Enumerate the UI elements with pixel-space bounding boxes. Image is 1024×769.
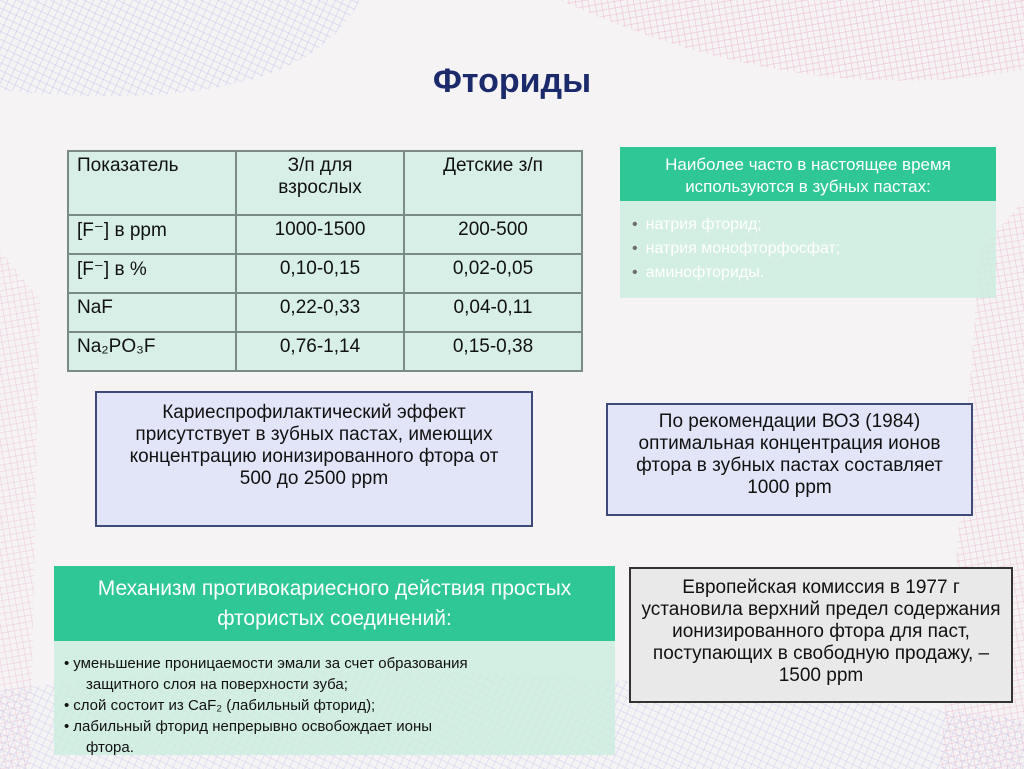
table-cell: 0,22-0,33 — [236, 293, 404, 332]
table-header-row — [68, 151, 582, 215]
list-item-text: натрия монофторфосфат; — [645, 240, 841, 257]
table-cell: 0,02-0,05 — [404, 254, 582, 293]
list-item — [632, 261, 996, 285]
bullet-icon: • — [64, 655, 70, 672]
table-cell: 0,15-0,38 — [404, 332, 582, 371]
table-cell-label: Na₂PO₃F — [68, 332, 236, 371]
bullet-icon: • — [64, 697, 70, 714]
european-commission-box: Европейская комиссия в 1977 г установила верхний предел содержания ионизированного фтора для паст, поступающих в свободную продажу, – 1500 ppm — [629, 567, 1013, 703]
list-item — [60, 695, 615, 716]
slide-title: Фториды — [432, 62, 592, 100]
bullet-icon: • — [632, 240, 638, 257]
table-row — [68, 293, 582, 332]
table-cell-label: [F⁻] в % — [68, 254, 236, 293]
list-item — [60, 653, 615, 695]
list-item-text: натрия фторид; — [645, 216, 762, 233]
table-cell-label: NaF — [68, 293, 236, 332]
table-cell: 0,76-1,14 — [236, 332, 404, 371]
list-item-text: фтора. — [86, 739, 134, 756]
table-cell-label: [F⁻] в ppm — [68, 215, 236, 254]
bullet-icon: • — [64, 718, 70, 735]
table-header-cell: Показатель — [68, 151, 236, 215]
table-cell: 200-500 — [404, 215, 582, 254]
table-row — [68, 254, 582, 293]
who-recommendation-box: По рекомендации ВОЗ (1984) оптимальная концентрация ионов фтора в зубных пастах составляет 1000 ppm — [606, 403, 973, 516]
mechanism-panel — [54, 641, 615, 755]
toothpaste-fluorides-panel — [620, 147, 996, 298]
list-item-text: лабильный фторид непрерывно освобождает ионы — [73, 718, 433, 735]
toothpaste-fluorides-list — [620, 201, 996, 285]
list-item — [632, 237, 996, 261]
fluoride-table — [67, 150, 583, 372]
table-cell: 0,04-0,11 — [404, 293, 582, 332]
list-item-text: защитного слоя на поверхности зуба; — [86, 676, 348, 693]
list-item-text: уменьшение проницаемости эмали за счет образования — [73, 655, 468, 672]
mechanism-header: Механизм противокариесного действия простых фтористых соединений: — [54, 566, 615, 641]
bullet-icon: • — [632, 264, 638, 281]
mechanism-list — [54, 641, 615, 758]
bullet-icon: • — [632, 216, 638, 233]
table-row — [68, 215, 582, 254]
list-item-text: аминофториды. — [645, 264, 765, 281]
table-header-cell: З/п для взрослых — [236, 151, 404, 215]
caries-effect-box: Кариеспрофилактический эффект присутствует в зубных пастах, имеющих концентрацию ионизированного фтора от 500 до 2500 ppm — [95, 391, 533, 527]
list-item — [60, 716, 615, 758]
toothpaste-fluorides-header: Наиболее часто в настоящее время используются в зубных пастах: — [620, 147, 996, 201]
table-cell: 0,10-0,15 — [236, 254, 404, 293]
list-item — [632, 213, 996, 237]
list-item-text: слой состоит из CaF₂ (лабильный фторид); — [73, 697, 376, 714]
table-row — [68, 332, 582, 371]
table-cell: 1000-1500 — [236, 215, 404, 254]
table-header-cell: Детские з/п — [404, 151, 582, 215]
